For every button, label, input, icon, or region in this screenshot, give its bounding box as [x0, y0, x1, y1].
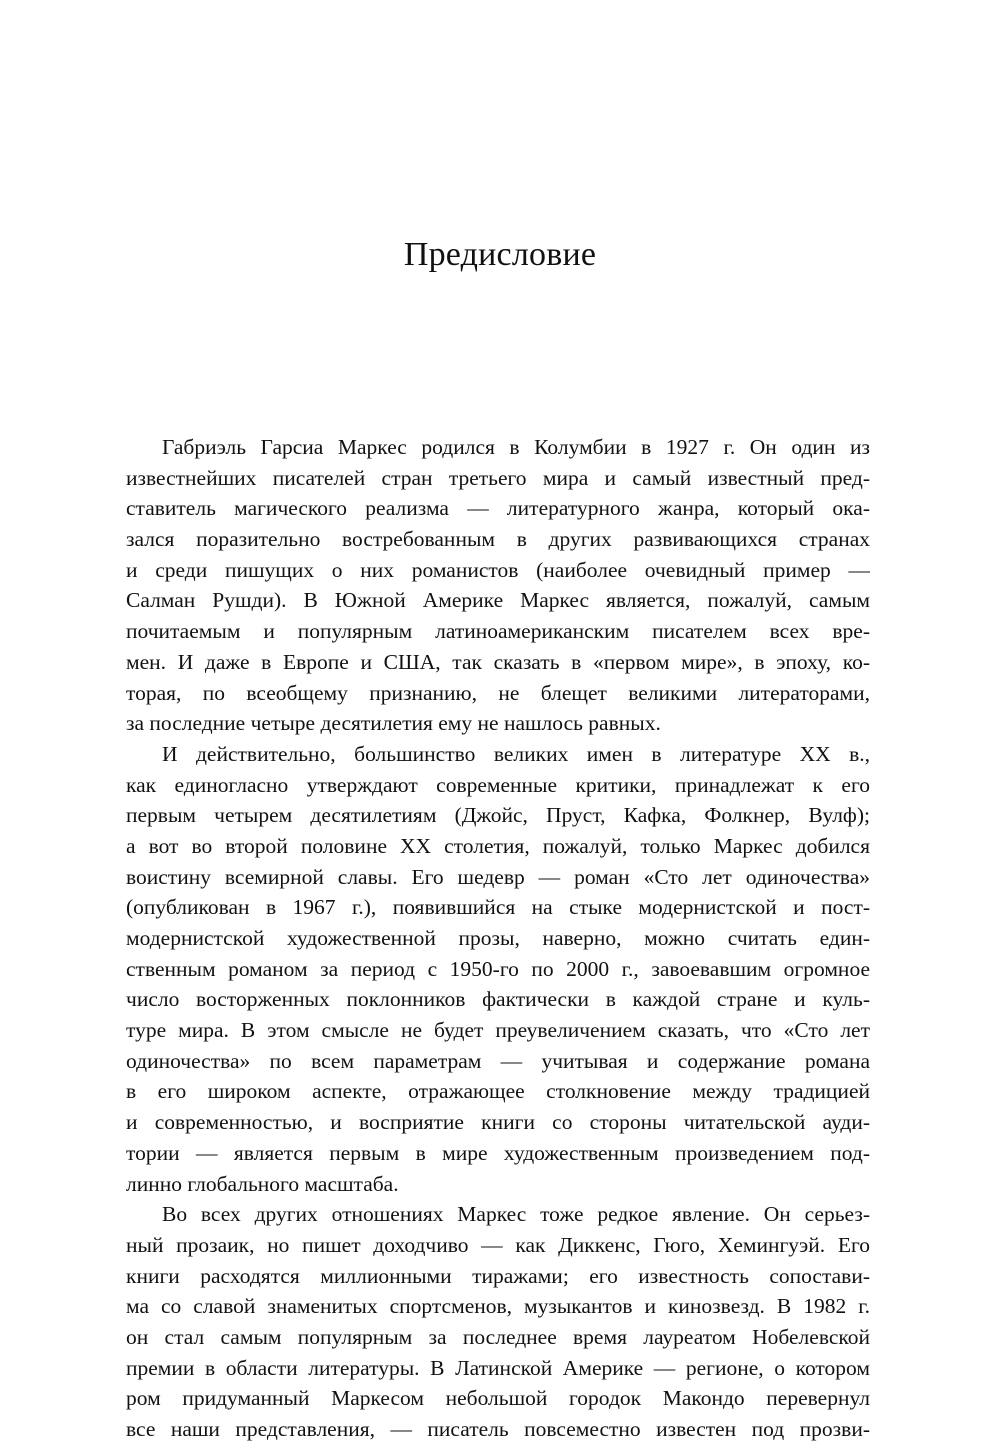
text-line: мен. И даже в Европе и США, так сказать в «первом мире», в эпоху, ко- — [126, 649, 870, 674]
text-line: торая, по всеобщему признанию, не блещет великими литераторами, — [126, 680, 870, 705]
body-text — [126, 432, 870, 1445]
text-line: ственным романом за период с 1950-го по 2000 г., завоевавшим огромное — [126, 956, 870, 981]
text-line: за последние четыре десятилетия ему не нашлось равных. — [126, 711, 661, 736]
text-line: и современностью, и восприятие книги со стороны читательской ауди- — [126, 1110, 870, 1135]
text-line: ром придуманный Маркесом небольшой городок Макондо перевернул — [126, 1386, 870, 1411]
text-line: а вот во второй половине XX столетия, пожалуй, только Маркес добился — [126, 833, 870, 858]
text-line: воистину всемирной славы. Его шедевр — роман «Сто лет одиночества» — [126, 864, 870, 889]
text-line: (опубликован в 1967 г.), появившийся на стыке модернистской и пост- — [126, 895, 870, 920]
chapter-title: Предисловие — [403, 236, 597, 273]
text-line: книги расходятся миллионными тиражами; его известность сопостави- — [126, 1263, 870, 1288]
text-line: Во всех других отношениях Маркес тоже редкое явление. Он серьез- — [162, 1202, 870, 1227]
text-line: Габриэль Гарсиа Маркес родился в Колумбии в 1927 г. Он один из — [162, 435, 870, 459]
text-line: И действительно, большинство великих имен в литературе XX в., — [162, 741, 870, 766]
text-line: модернистской художественной прозы, наверно, можно считать един- — [126, 926, 870, 950]
text-line: линно глобального масштаба. — [126, 1171, 399, 1196]
text-line: тории — является первым в мире художественным произведением под- — [126, 1140, 870, 1165]
text-line: число восторженных поклонников фактически в каждой стране и куль- — [126, 987, 870, 1012]
text-line: одиночества» по всем параметрам — учитывая и содержание романа — [126, 1048, 870, 1073]
text-line: первым четырем десятилетиям (Джойс, Пруст, Кафка, Фолкнер, Вулф); — [126, 803, 870, 828]
text-line: почитаемым и популярным латиноамериканским писателем всех вре- — [126, 619, 870, 644]
text-line: известнейших писателей стран третьего мира и самый известный пред- — [126, 465, 870, 490]
text-line: ма со славой знаменитых спортсменов, музыкантов и кинозвезд. В 1982 г. — [126, 1294, 870, 1319]
text-line: туре мира. В этом смысле не будет преувеличением сказать, что «Сто лет — [126, 1018, 870, 1043]
text-line: все наши представления, — писатель повсеместно известен под прозви- — [126, 1417, 870, 1441]
text-line: он стал самым популярным за последнее время лауреатом Нобелевской — [126, 1324, 870, 1349]
text-line: и среди пишущих о них романистов (наиболее очевидный пример — — [126, 557, 870, 582]
text-line: премии в области литературы. В Латинской Америке — регионе, о котором — [126, 1355, 870, 1380]
text-line: зался поразительно востребованным в других развивающихся странах — [126, 527, 870, 552]
text-line: ный прозаик, но пишет доходчиво — как Диккенс, Гюго, Хемингуэй. Его — [126, 1232, 870, 1257]
text-line: ставитель магического реализма — литературного жанра, который ока- — [126, 496, 870, 521]
text-line: в его широком аспекте, отражающее столкновение между традицией — [126, 1079, 870, 1104]
text-line: как единогласно утверждают современные критики, принадлежат к его — [126, 772, 870, 797]
text-line: Салман Рушди). В Южной Америке Маркес является, пожалуй, самым — [126, 588, 870, 613]
